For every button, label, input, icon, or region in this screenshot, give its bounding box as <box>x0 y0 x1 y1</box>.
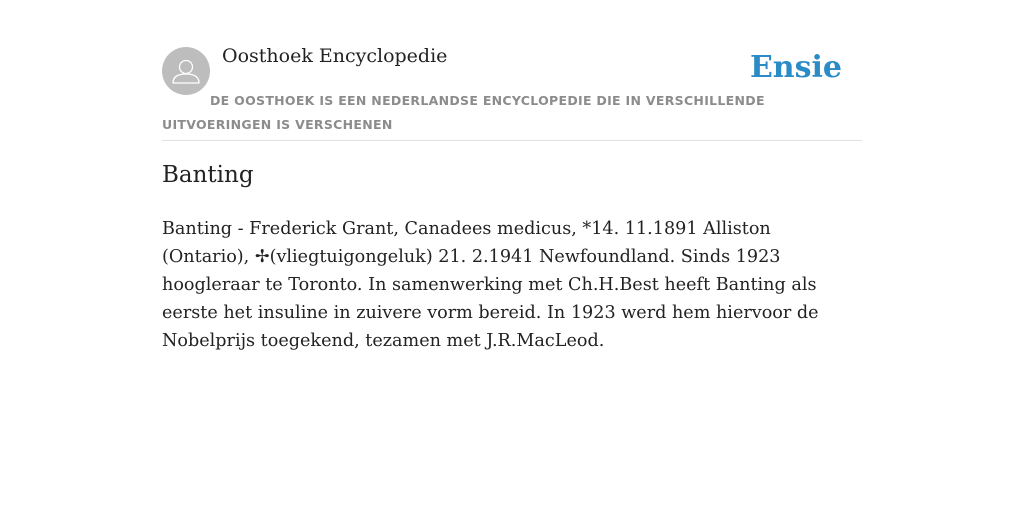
article-body: Banting - Frederick Grant, Canadees medicus, *14. 11.1891 Alliston (Ontario), ✢(vliegtuigongeluk) 21. 2.1941 Newfoundland. Sinds 1923 hoogleraar te Toronto. In samenwerking met Ch.H.Best heeft Banting als eerste het insuline in zuivere vorm bereid. In 1923 werd hem hiervoor de Nobelprijs toegekend, tezamen met J.R.MacLeod. <box>162 219 819 351</box>
user-silhouette-icon <box>162 47 210 95</box>
content-container <box>162 0 862 351</box>
source-avatar[interactable] <box>162 47 210 95</box>
article-title: Banting <box>162 162 254 188</box>
source-name-link[interactable]: Oosthoek Encyclopedie <box>222 45 448 67</box>
source-header <box>162 0 862 141</box>
ensie-logo[interactable]: Ensie <box>749 50 842 85</box>
source-description: DE OOSTHOEK IS EEN NEDERLANDSE ENCYCLOPEDIE DIE IN VERSCHILLENDE UITVOERINGEN IS VERSCHENEN <box>162 93 765 132</box>
